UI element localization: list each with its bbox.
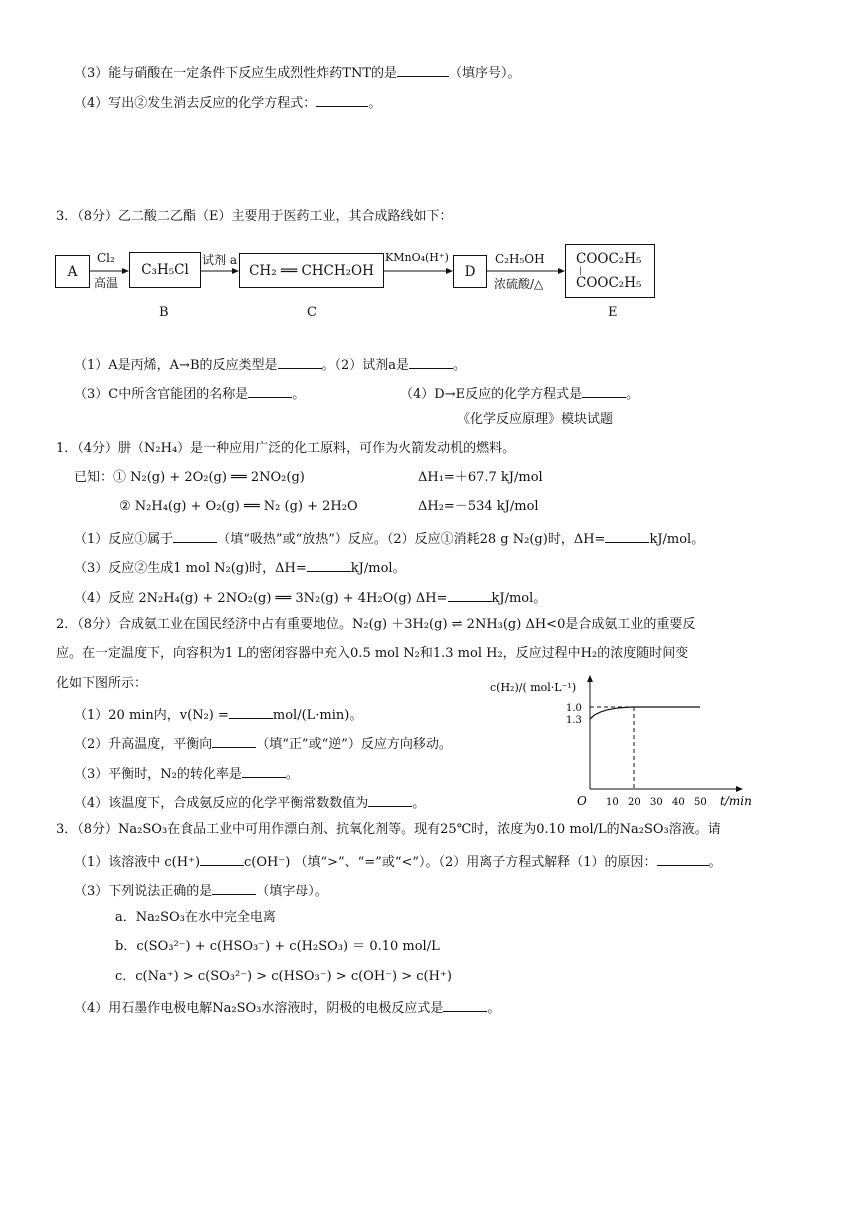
- e-formula-line1: COOC₂H₅: [576, 251, 642, 267]
- p1-question-1-2: （1）反应①属于 （填“吸热”或“放热”）反应。（2）反应①消耗28 g N₂(g)时，ΔH= kJ/mol。: [74, 528, 704, 549]
- module-title: 《化学反应原理》模块试题: [457, 412, 614, 427]
- synthesis-box-d: D: [453, 255, 487, 288]
- answer-blank[interactable]: [212, 733, 256, 748]
- synthesis-title: 3．（8分）乙二酸二乙酯（E）主要用于医药工业，其合成路线如下：: [56, 209, 453, 224]
- origin-label: O: [577, 794, 587, 808]
- p3-question-3: （3）下列说法正确的是 （填字母）。: [74, 880, 328, 901]
- p2-title: 2．（8分）合成氨工业在国民经济中占有重要地位。N₂(g) ＋3H₂(g) ⇌ 2NH₃(g) ΔH<0是合成氨工业的重要反: [56, 617, 696, 632]
- answer-blank[interactable]: [278, 354, 322, 369]
- p1-question-4: （4）反应 2N₂H₄(g) + 2NO₂(g) ══ 3N₂(g) + 4H₂O(g) ΔH= kJ/mol。: [74, 587, 546, 608]
- arrow1-reagent: Cl₂: [97, 251, 115, 265]
- p3-question-1-2: （1）该溶液中 c(H⁺) c(OH⁻) （填“>”、“=”或“<”）。（2）用离子方程式解释（1）的原因： 。: [74, 851, 722, 872]
- synthesis-arrows: [0, 0, 865, 320]
- answer-blank[interactable]: [200, 851, 244, 866]
- h2-concentration-line: [590, 707, 700, 719]
- e-bond-mark: |: [579, 266, 582, 275]
- answer-blank[interactable]: [242, 763, 286, 778]
- p3-option-b: b．c(SO₃²⁻) + c(HSO₃⁻) + c(H₂SO₃) ＝ 0.10 mol/L: [115, 939, 440, 954]
- arrow2-reagent: 试剂 a: [202, 253, 237, 267]
- answer-blank[interactable]: [368, 792, 412, 807]
- org-question-4: （4）写出②发生消去反应的化学方程式： 。: [74, 92, 381, 113]
- synthesis-box-c: CH₂ ══ CHCH₂OH: [239, 253, 384, 288]
- x-tick-label: 40: [672, 797, 685, 808]
- arrow1-condition: 高温: [94, 276, 119, 290]
- p3-option-c: c．c(Na⁺) > c(SO₃²⁻) > c(HSO₃⁻) > c(OH⁻) > c(H⁺): [115, 969, 452, 984]
- p3-title: 3．（8分）Na₂SO₃在食品工业中可用作漂白剂、抗氧化剂等。现有25℃时，浓度为0.10 mol/L的Na₂SO₃溶液。请: [56, 822, 721, 837]
- label-e: E: [608, 305, 618, 320]
- answer-blank[interactable]: [212, 880, 256, 895]
- p1-dh2: ΔH₂=－534 kJ/mol: [418, 499, 539, 514]
- answer-blank[interactable]: [657, 851, 709, 866]
- p1-known-eq1: 已知：① N₂(g) + 2O₂(g) ══ 2NO₂(g): [74, 470, 305, 485]
- e-formula-line2: COOC₂H₅: [576, 275, 642, 291]
- answer-blank[interactable]: [605, 528, 649, 543]
- answer-blank[interactable]: [229, 704, 273, 719]
- p2-question-2: （2）升高温度，平衡向 （填“正”或“逆”）反应方向移动。: [74, 733, 452, 754]
- y-axis-label: c(H₂)/( mol·L⁻¹): [490, 681, 577, 694]
- answer-blank[interactable]: [409, 354, 453, 369]
- p3-question-4: （4）用石墨作电极电解Na₂SO₃水溶液时，阴极的电极反应式是 。: [74, 997, 500, 1018]
- x-axis-label: t/min: [720, 794, 752, 808]
- p1-question-3: （3）反应②生成1 mol N₂(g)时，ΔH= kJ/mol。: [74, 557, 406, 578]
- p2-line2: 应。在一定温度下，向容积为1 L的密闭容器中充入0.5 mol N₂和1.3 mol H₂，反应过程中H₂的浓度随时间变: [56, 646, 689, 661]
- label-b: B: [159, 305, 169, 320]
- synthesis-question-4: （4）D→E反应的化学方程式是 。: [400, 383, 639, 404]
- y-tick-label: 1.3: [566, 715, 582, 726]
- x-tick-label: 50: [694, 797, 707, 808]
- x-tick-label: 20: [628, 797, 641, 808]
- label-c: C: [307, 305, 317, 320]
- p1-title: 1．（4分）肼（N₂H₄）是一种应用广泛的化工原料，可作为火箭发动机的燃料。: [56, 441, 516, 456]
- arrow4-condition: 浓硫酸/△: [494, 277, 544, 291]
- answer-blank[interactable]: [307, 557, 351, 572]
- p2-question-3: （3）平衡时，N₂的转化率是 。: [74, 763, 299, 784]
- synthesis-box-b: C₃H₅Cl: [129, 252, 201, 288]
- synthesis-question-3: （3）C中所含官能团的名称是 。: [74, 383, 305, 404]
- answer-blank[interactable]: [582, 383, 626, 398]
- p2-question-4: （4）该温度下，合成氨反应的化学平衡常数数值为 。: [74, 792, 425, 813]
- answer-blank[interactable]: [248, 383, 292, 398]
- p2-line3: 化如下图所示：: [56, 676, 148, 691]
- p2-question-1: （1）20 min内，v(N₂) = mol/(L·min)。: [74, 704, 362, 725]
- arrow3-reagent: KMnO₄(H⁺): [385, 251, 449, 264]
- y-tick-label: 1.0: [566, 703, 582, 714]
- p3-option-a: a．Na₂SO₃在水中完全电离: [115, 910, 276, 925]
- p1-dh1: ΔH₁=＋67.7 kJ/mol: [418, 470, 543, 485]
- org-question-3: （3）能与硝酸在一定条件下反应生成烈性炸药TNT的是 （填序号）。: [74, 62, 521, 83]
- arrow4-reagent: C₂H₅OH: [495, 252, 545, 266]
- x-tick-label: 30: [650, 797, 663, 808]
- answer-blank[interactable]: [448, 587, 492, 602]
- synthesis-question-1-2: （1）A是丙烯，A→B的反应类型是 。（2）试剂a是 。: [74, 354, 466, 375]
- p1-eq2: ② N₂H₄(g) + O₂(g) ══ N₂ (g) + 2H₂O: [119, 499, 358, 514]
- synthesis-box-a: A: [55, 255, 90, 288]
- h2-concentration-chart: [480, 668, 760, 813]
- answer-blank[interactable]: [443, 997, 487, 1012]
- answer-blank[interactable]: [173, 528, 217, 543]
- x-tick-label: 10: [606, 797, 619, 808]
